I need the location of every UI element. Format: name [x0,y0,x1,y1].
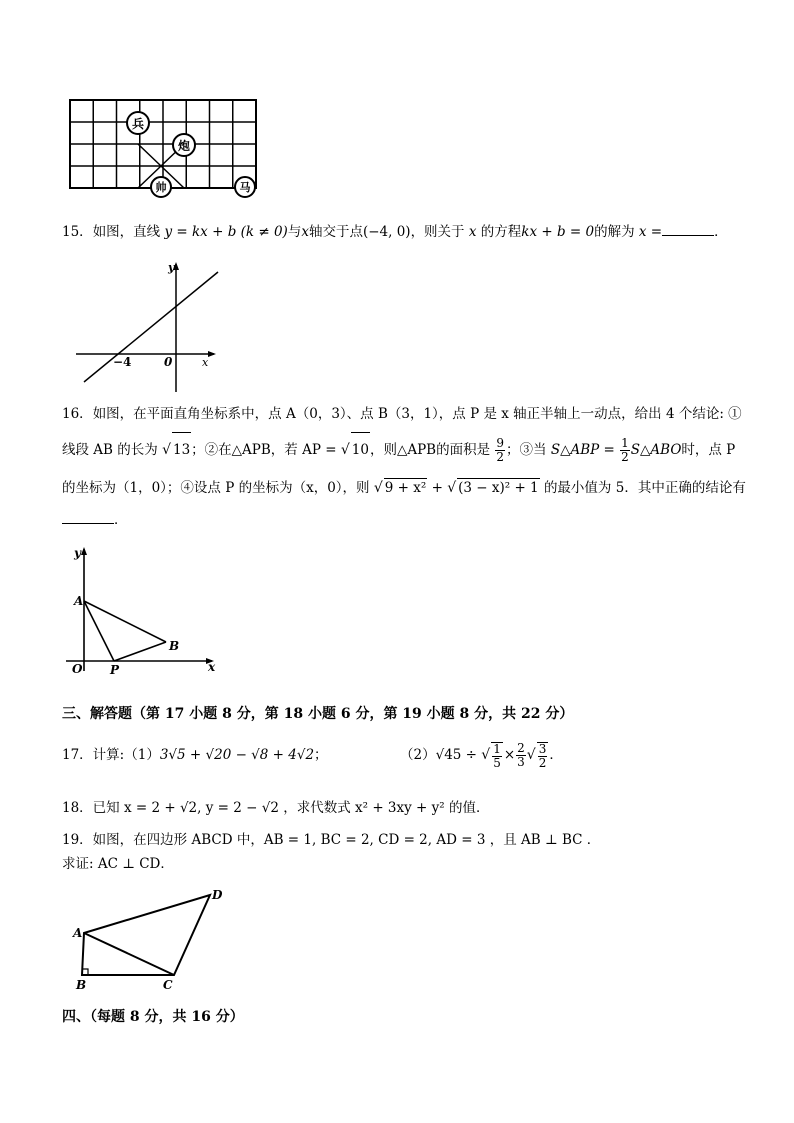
svg-text:马: 马 [239,181,251,194]
chess-piece-cannon [173,134,195,156]
section-4-heading: 四、（每题 8 分，共 16 分） [62,1009,244,1025]
question-16-line1: 16．如图，在平面直角坐标系中，点 A（0，3）、点 B（3，1），点 P 是 x 轴正半轴上一动点，给出 4 个结论: ① [62,406,742,422]
x-axis-label: x [202,356,209,369]
question-16-line4: ． [62,510,128,529]
y-axis-label: y [168,261,175,274]
question-15: 15．如图，直线 y = kx + b (k ≠ 0)与x轴交于点(−4, 0)，则关于 x 的方程kx + b = 0的解为 x = ． [62,224,728,240]
line-y-kx-b [84,272,218,382]
fraction-1-2: $\frac{1}{2}$ [621,436,629,464]
chess-board-figure [66,92,266,198]
question-16-line3: 的坐标为（1，0）；④设点 P 的坐标为（x，0），则 √ 9 + x² + √ (3 − x)² + 1 的最小值为 5．其中正确的结论有 [62,480,746,496]
question-19-line2: 求证: AC ⊥ CD． [62,856,174,872]
answer-blank-15[interactable] [662,222,714,236]
question-17-part2: （2）√45 ÷ √ $\frac{1}{5}$ × $\frac{2}{3}$ √ $\frac{3}{2}$ ． [400,741,563,770]
chess-piece-soldier [127,112,149,134]
chess-piece-horse [235,177,255,197]
svg-text:A: A [74,594,84,608]
svg-text:炮: 炮 [177,139,191,153]
segment-AP [84,601,114,661]
svg-text:y: y [74,546,81,560]
fraction-9-2: $\frac{9}{2}$ [496,436,505,464]
svg-text:B: B [76,978,87,992]
segment-AB [84,601,166,642]
fraction-2-3: $\frac{2}{3}$ [517,741,525,769]
svg-text:帅: 帅 [155,181,167,194]
section-3-heading: 三、解答题（第 17 小题 8 分，第 18 小题 6 分，第 19 小题 8 分，共 22 分） [62,706,574,722]
question-19-line1: 19．如图，在四边形 ABCD 中，AB = 1, BC = 2, CD = 2, AD = 3 ，且 AB ⊥ BC ． [62,832,601,848]
question-17: 17．计算:（1）3√5 + √20 − √8 + 4√2； [62,747,328,763]
line-graph-figure-15 [66,258,226,398]
coordinate-figure-16 [62,545,227,675]
svg-text:B: B [169,639,180,653]
svg-text:x: x [208,660,216,674]
svg-text:A: A [73,926,83,940]
tick-neg4: −4 [113,355,132,369]
answer-blank-16[interactable] [62,510,114,524]
svg-text:D: D [212,888,223,902]
svg-text:O: O [72,662,83,675]
fraction-1-5: $\frac{1}{5}$ [493,741,501,770]
origin-label: 0 [164,355,173,369]
segment-PB [114,642,166,661]
question-16-line2: 线段 AB 的长为 √ 13；②在△APB，若 AP = √ 10，则△APB的面积是 $\frac{9}{2}$ ；③当 S△ABP = $\frac{1}{2}$ S△ABO时，点 P [62,432,735,466]
fraction-3-2: $\frac{3}{2}$ [538,741,547,770]
chess-piece-general [151,177,171,197]
svg-text:P: P [110,663,120,675]
svg-text:C: C [163,978,173,992]
svg-text:兵: 兵 [131,117,145,131]
quadrilateral-figure-19 [62,885,232,995]
question-18: 18．已知 x = 2 + √2, y = 2 − √2 ，求代数式 x² + 3xy + y² 的值． [62,800,490,816]
diagonal-AC [84,933,174,975]
